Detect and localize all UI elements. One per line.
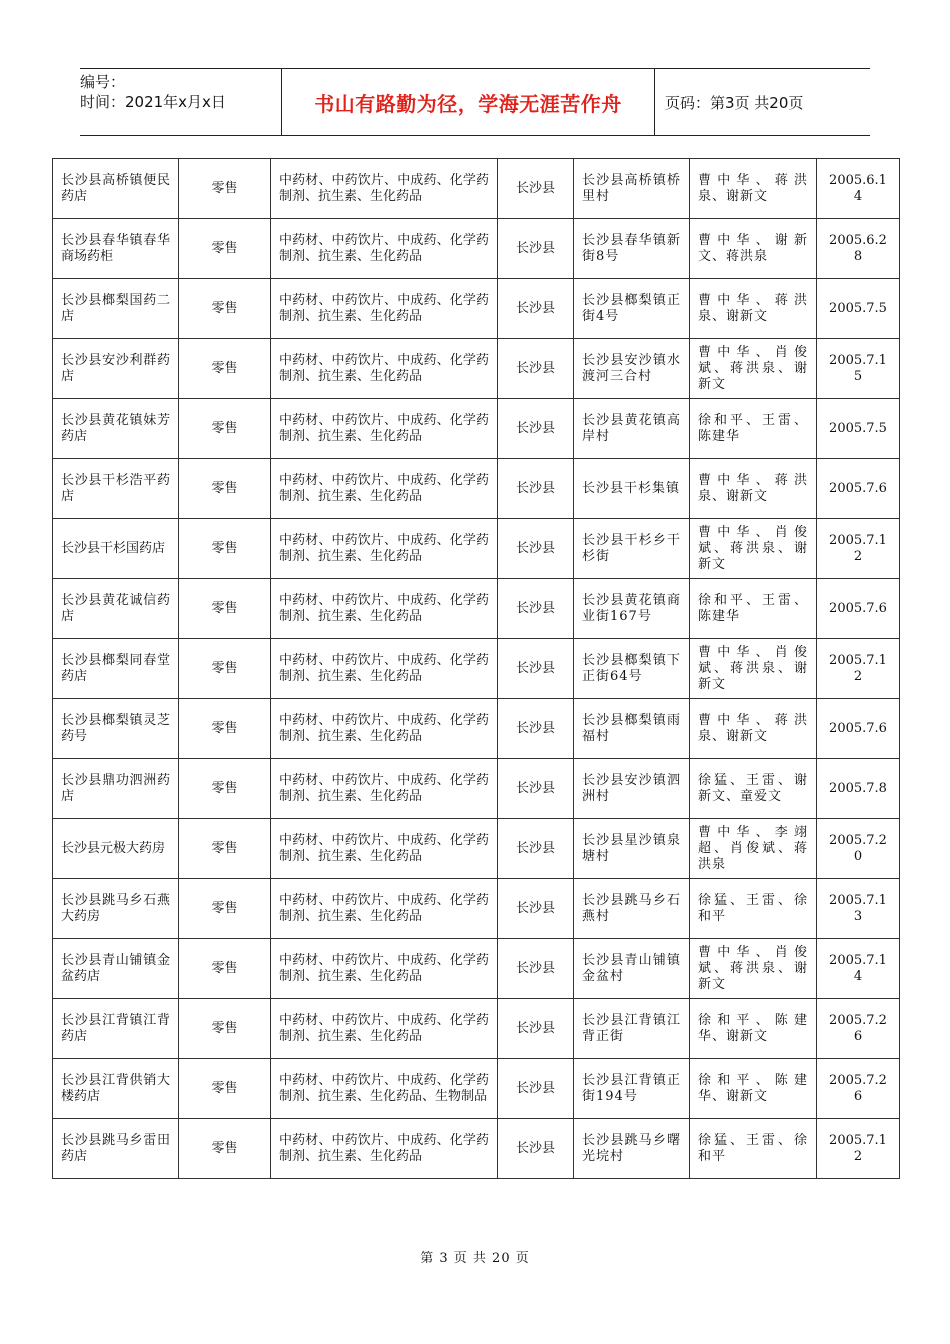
date-cell: 2005.7.20 — [817, 819, 900, 879]
inspectors-cell: 徐和平、陈建华、谢新文 — [690, 1059, 817, 1119]
address-cell: 长沙县跳马乡石燕村 — [574, 879, 690, 939]
store-name-cell: 长沙县江背供销大楼药店 — [53, 1059, 179, 1119]
header-page-label: 页码：第3页 共20页 — [665, 93, 804, 112]
business-scope-cell: 中药材、中药饮片、中成药、化学药制剂、抗生素、生化药品 — [271, 1119, 498, 1179]
store-name-cell: 长沙县干杉浩平药店 — [53, 459, 179, 519]
date-cell: 2005.7.5 — [817, 279, 900, 339]
store-name-cell: 长沙县高桥镇便民药店 — [53, 159, 179, 219]
store-name-cell: 长沙县干杉国药店 — [53, 519, 179, 579]
county-cell: 长沙县 — [498, 399, 574, 459]
page-header — [80, 68, 870, 136]
header-motto: 书山有路勤为径，学海无涯苦作舟 — [282, 69, 655, 135]
store-name-cell: 长沙县跳马乡雷田药店 — [53, 1119, 179, 1179]
county-cell: 长沙县 — [498, 579, 574, 639]
county-cell: 长沙县 — [498, 999, 574, 1059]
county-cell: 长沙县 — [498, 459, 574, 519]
store-name-cell: 长沙县春华镇春华商场药柜 — [53, 219, 179, 279]
business-scope-cell: 中药材、中药饮片、中成药、化学药制剂、抗生素、生化药品 — [271, 519, 498, 579]
inspectors-cell: 曹中华、蒋洪泉、谢新文 — [690, 459, 817, 519]
inspectors-cell: 曹中华、肖俊斌、蒋洪泉、谢新文 — [690, 939, 817, 999]
header-meta — [80, 69, 282, 135]
business-scope-cell: 中药材、中药饮片、中成药、化学药制剂、抗生素、生化药品 — [271, 399, 498, 459]
table-row — [53, 519, 900, 579]
business-scope-cell: 中药材、中药饮片、中成药、化学药制剂、抗生素、生化药品、生物制品 — [271, 1059, 498, 1119]
inspectors-cell: 曹中华、肖俊斌、蒋洪泉、谢新文 — [690, 519, 817, 579]
business-scope-cell: 中药材、中药饮片、中成药、化学药制剂、抗生素、生化药品 — [271, 759, 498, 819]
business-scope-cell: 中药材、中药饮片、中成药、化学药制剂、抗生素、生化药品 — [271, 579, 498, 639]
address-cell: 长沙县榔梨镇正街4号 — [574, 279, 690, 339]
business-type-cell: 零售 — [179, 639, 271, 699]
page-footer: 第 3 页 共 20 页 — [420, 1251, 530, 1266]
date-cell: 2005.7.5 — [817, 399, 900, 459]
doc-number-label: 编号： — [80, 73, 126, 91]
county-cell: 长沙县 — [498, 759, 574, 819]
address-cell: 长沙县黄花镇商业街167号 — [574, 579, 690, 639]
store-name-cell: 长沙县江背镇江背药店 — [53, 999, 179, 1059]
date-cell: 2005.7.26 — [817, 1059, 900, 1119]
inspectors-cell: 曹中华、蒋洪泉、谢新文 — [690, 279, 817, 339]
address-cell: 长沙县春华镇新街8号 — [574, 219, 690, 279]
business-type-cell: 零售 — [179, 459, 271, 519]
date-cell: 2005.7.15 — [817, 339, 900, 399]
business-type-cell: 零售 — [179, 399, 271, 459]
date-cell: 2005.7.12 — [817, 639, 900, 699]
address-cell: 长沙县跳马乡曙光垸村 — [574, 1119, 690, 1179]
table-row — [53, 459, 900, 519]
business-scope-cell: 中药材、中药饮片、中成药、化学药制剂、抗生素、生化药品 — [271, 999, 498, 1059]
county-cell: 长沙县 — [498, 819, 574, 879]
county-cell: 长沙县 — [498, 339, 574, 399]
store-name-cell: 长沙县榔梨同春堂药店 — [53, 639, 179, 699]
table-row — [53, 1119, 900, 1179]
business-scope-cell: 中药材、中药饮片、中成药、化学药制剂、抗生素、生化药品 — [271, 459, 498, 519]
county-cell: 长沙县 — [498, 639, 574, 699]
inspectors-cell: 徐猛、王雷、徐和平 — [690, 879, 817, 939]
county-cell: 长沙县 — [498, 279, 574, 339]
table-row — [53, 219, 900, 279]
address-cell: 长沙县江背镇江背正街 — [574, 999, 690, 1059]
business-type-cell: 零售 — [179, 279, 271, 339]
table-row — [53, 879, 900, 939]
inspectors-cell: 徐猛、王雷、谢新文、童爱文 — [690, 759, 817, 819]
address-cell: 长沙县榔梨镇雨福村 — [574, 699, 690, 759]
date-cell: 2005.6.14 — [817, 159, 900, 219]
business-type-cell: 零售 — [179, 1119, 271, 1179]
table-row — [53, 999, 900, 1059]
inspectors-cell: 曹中华、肖俊斌、蒋洪泉、谢新文 — [690, 339, 817, 399]
table-row — [53, 639, 900, 699]
inspectors-cell: 徐和平、王雷、陈建华 — [690, 579, 817, 639]
store-name-cell: 长沙县榔梨国药二店 — [53, 279, 179, 339]
date-cell: 2005.7.6 — [817, 699, 900, 759]
date-cell: 2005.7.26 — [817, 999, 900, 1059]
date-cell: 2005.7.12 — [817, 1119, 900, 1179]
business-type-cell: 零售 — [179, 759, 271, 819]
address-cell: 长沙县黄花镇高岸村 — [574, 399, 690, 459]
address-cell: 长沙县安沙镇水渡河三合村 — [574, 339, 690, 399]
date-cell: 2005.7.6 — [817, 459, 900, 519]
county-cell: 长沙县 — [498, 1119, 574, 1179]
address-cell: 长沙县干杉集镇 — [574, 459, 690, 519]
time-label: 时间：2021年x月x日 — [80, 93, 226, 111]
business-type-cell: 零售 — [179, 939, 271, 999]
store-name-cell: 长沙县跳马乡石燕大药房 — [53, 879, 179, 939]
table-row — [53, 399, 900, 459]
business-scope-cell: 中药材、中药饮片、中成药、化学药制剂、抗生素、生化药品 — [271, 639, 498, 699]
business-scope-cell: 中药材、中药饮片、中成药、化学药制剂、抗生素、生化药品 — [271, 879, 498, 939]
address-cell: 长沙县榔梨镇下正街64号 — [574, 639, 690, 699]
table-row — [53, 939, 900, 999]
business-type-cell: 零售 — [179, 819, 271, 879]
inspectors-cell: 徐和平、王雷、陈建华 — [690, 399, 817, 459]
store-name-cell: 长沙县元极大药房 — [53, 819, 179, 879]
date-cell: 2005.7.13 — [817, 879, 900, 939]
business-scope-cell: 中药材、中药饮片、中成药、化学药制剂、抗生素、生化药品 — [271, 339, 498, 399]
date-cell: 2005.6.28 — [817, 219, 900, 279]
store-name-cell: 长沙县青山铺镇金盆药店 — [53, 939, 179, 999]
inspectors-cell: 徐和平、陈建华、谢新文 — [690, 999, 817, 1059]
county-cell: 长沙县 — [498, 519, 574, 579]
table-row — [53, 579, 900, 639]
business-type-cell: 零售 — [179, 879, 271, 939]
business-type-cell: 零售 — [179, 219, 271, 279]
address-cell: 长沙县干杉乡干杉街 — [574, 519, 690, 579]
inspectors-cell: 徐猛、王雷、徐和平 — [690, 1119, 817, 1179]
address-cell: 长沙县青山铺镇金盆村 — [574, 939, 690, 999]
date-cell: 2005.7.14 — [817, 939, 900, 999]
inspectors-cell: 曹中华、蒋洪泉、谢新文 — [690, 159, 817, 219]
address-cell: 长沙县星沙镇泉塘村 — [574, 819, 690, 879]
business-type-cell: 零售 — [179, 339, 271, 399]
table-row — [53, 339, 900, 399]
business-scope-cell: 中药材、中药饮片、中成药、化学药制剂、抗生素、生化药品 — [271, 939, 498, 999]
inspectors-cell: 曹中华、蒋洪泉、谢新文 — [690, 699, 817, 759]
business-scope-cell: 中药材、中药饮片、中成药、化学药制剂、抗生素、生化药品 — [271, 819, 498, 879]
address-cell: 长沙县高桥镇桥里村 — [574, 159, 690, 219]
business-scope-cell: 中药材、中药饮片、中成药、化学药制剂、抗生素、生化药品 — [271, 219, 498, 279]
inspectors-cell: 曹中华、李翊超、肖俊斌、蒋洪泉 — [690, 819, 817, 879]
address-cell: 长沙县安沙镇泗洲村 — [574, 759, 690, 819]
county-cell: 长沙县 — [498, 699, 574, 759]
date-cell: 2005.7.6 — [817, 579, 900, 639]
table-row — [53, 699, 900, 759]
date-cell: 2005.7.12 — [817, 519, 900, 579]
business-type-cell: 零售 — [179, 1059, 271, 1119]
county-cell: 长沙县 — [498, 159, 574, 219]
pharmacy-table — [52, 158, 900, 1179]
county-cell: 长沙县 — [498, 1059, 574, 1119]
store-name-cell: 长沙县黄花诚信药店 — [53, 579, 179, 639]
county-cell: 长沙县 — [498, 219, 574, 279]
address-cell: 长沙县江背镇正街194号 — [574, 1059, 690, 1119]
store-name-cell: 长沙县黄花镇妹芳药店 — [53, 399, 179, 459]
county-cell: 长沙县 — [498, 939, 574, 999]
table-row — [53, 1059, 900, 1119]
table-row — [53, 819, 900, 879]
date-cell: 2005.7.8 — [817, 759, 900, 819]
table-row — [53, 759, 900, 819]
store-name-cell: 长沙县安沙利群药店 — [53, 339, 179, 399]
business-type-cell: 零售 — [179, 519, 271, 579]
table-row — [53, 159, 900, 219]
store-name-cell: 长沙县榔梨镇灵芝药号 — [53, 699, 179, 759]
business-type-cell: 零售 — [179, 699, 271, 759]
business-scope-cell: 中药材、中药饮片、中成药、化学药制剂、抗生素、生化药品 — [271, 699, 498, 759]
business-scope-cell: 中药材、中药饮片、中成药、化学药制剂、抗生素、生化药品 — [271, 279, 498, 339]
table-row — [53, 279, 900, 339]
table-body — [53, 159, 900, 1179]
inspectors-cell: 曹中华、肖俊斌、蒋洪泉、谢新文 — [690, 639, 817, 699]
business-type-cell: 零售 — [179, 579, 271, 639]
business-scope-cell: 中药材、中药饮片、中成药、化学药制剂、抗生素、生化药品 — [271, 159, 498, 219]
business-type-cell: 零售 — [179, 159, 271, 219]
store-name-cell: 长沙县鼎功泗洲药店 — [53, 759, 179, 819]
county-cell: 长沙县 — [498, 879, 574, 939]
business-type-cell: 零售 — [179, 999, 271, 1059]
inspectors-cell: 曹中华、谢新文、蒋洪泉 — [690, 219, 817, 279]
